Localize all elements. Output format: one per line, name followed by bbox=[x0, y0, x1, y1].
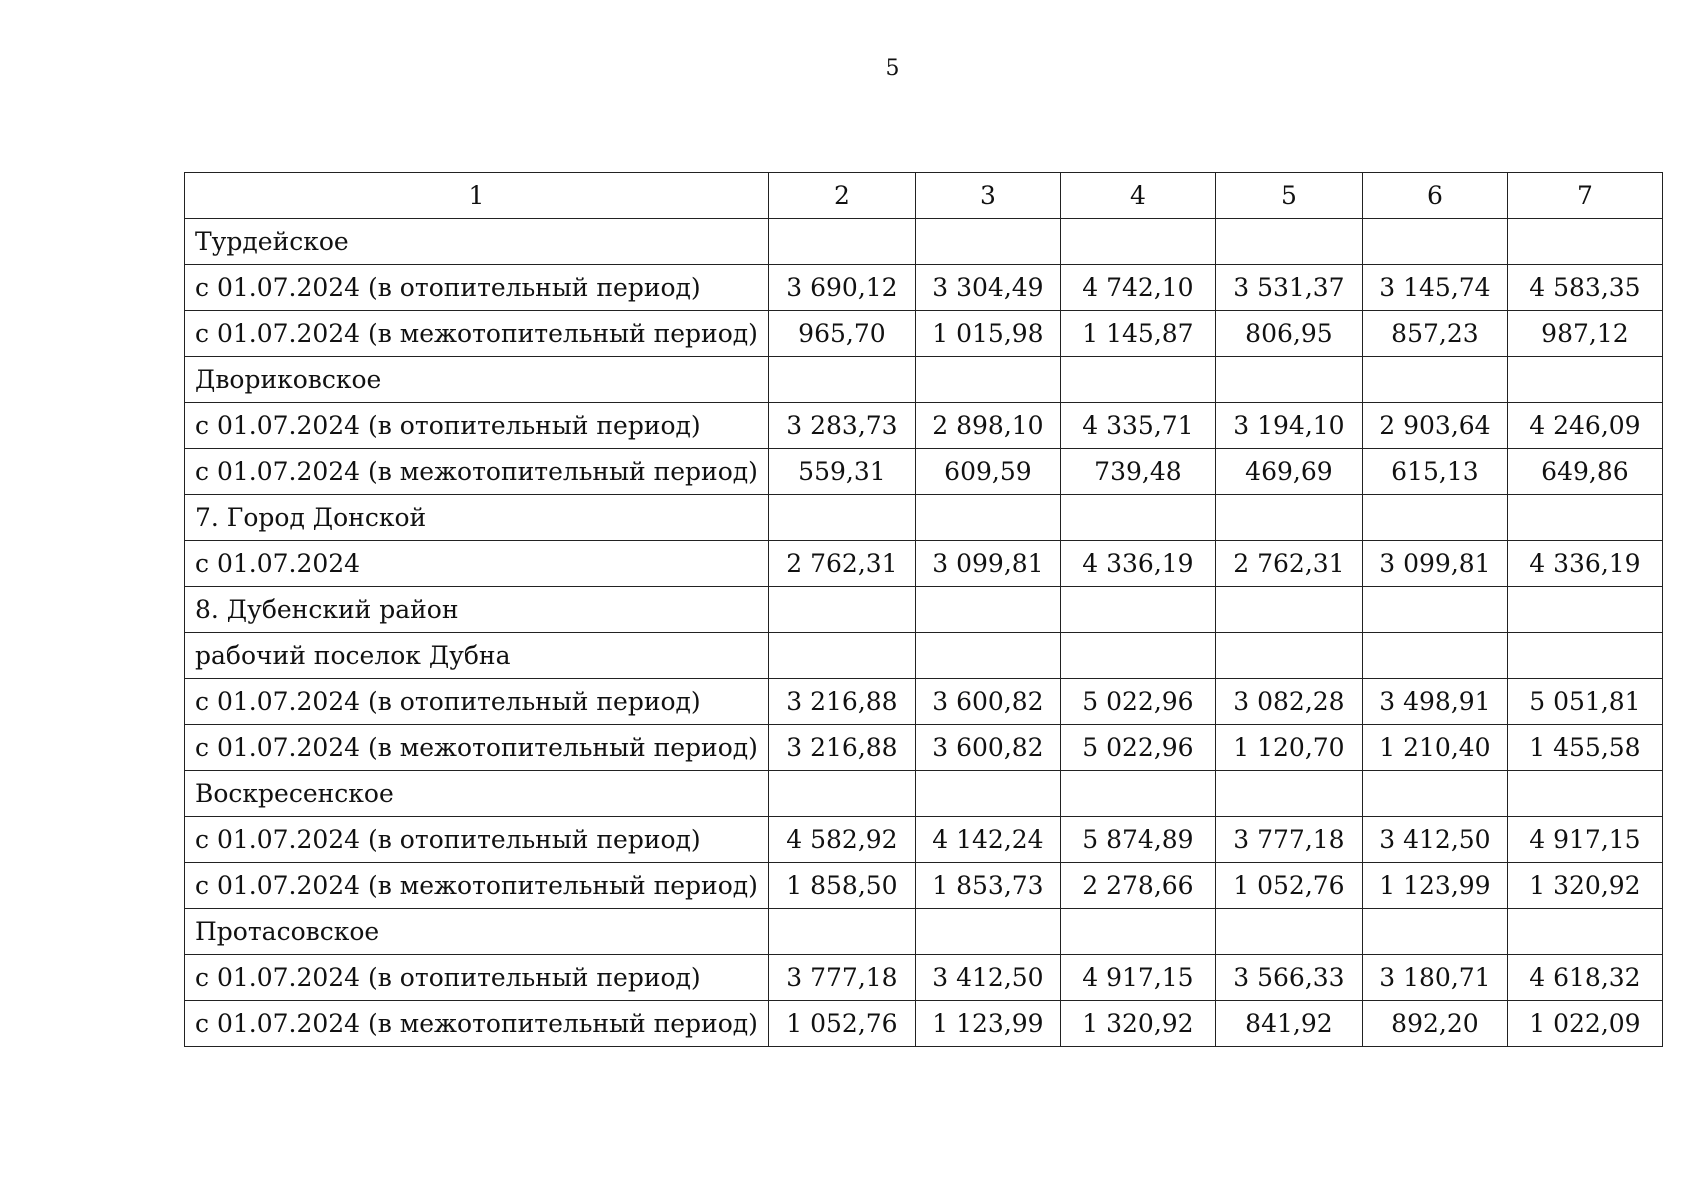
table-cell: 2 898,10 bbox=[915, 403, 1060, 449]
row-label: с 01.07.2024 (в отопительный период) bbox=[185, 679, 769, 725]
table-cell bbox=[1362, 357, 1507, 403]
table-cell bbox=[1507, 587, 1662, 633]
table-cell bbox=[1060, 909, 1215, 955]
table-row bbox=[185, 633, 1663, 679]
table-cell bbox=[1507, 357, 1662, 403]
table-cell: 3 099,81 bbox=[915, 541, 1060, 587]
table-cell: 1 455,58 bbox=[1507, 725, 1662, 771]
table-cell: 3 600,82 bbox=[915, 725, 1060, 771]
row-label: Турдейское bbox=[185, 219, 769, 265]
column-header: 1 bbox=[185, 173, 769, 219]
row-label: с 01.07.2024 (в отопительный период) bbox=[185, 403, 769, 449]
table-cell: 4 335,71 bbox=[1060, 403, 1215, 449]
column-header: 5 bbox=[1215, 173, 1362, 219]
tariff-table bbox=[184, 172, 1663, 1047]
table-cell: 1 022,09 bbox=[1507, 1001, 1662, 1047]
table-cell bbox=[768, 495, 915, 541]
table-cell: 649,86 bbox=[1507, 449, 1662, 495]
table-cell bbox=[1215, 357, 1362, 403]
table-cell bbox=[915, 909, 1060, 955]
table-cell bbox=[1507, 771, 1662, 817]
row-label: с 01.07.2024 (в межотопительный период) bbox=[185, 863, 769, 909]
table-cell bbox=[915, 587, 1060, 633]
row-label: с 01.07.2024 (в межотопительный период) bbox=[185, 449, 769, 495]
column-header: 7 bbox=[1507, 173, 1662, 219]
table-cell: 1 320,92 bbox=[1060, 1001, 1215, 1047]
table-row bbox=[185, 1001, 1663, 1047]
table-cell bbox=[915, 771, 1060, 817]
table-cell bbox=[1362, 909, 1507, 955]
table-cell: 3 304,49 bbox=[915, 265, 1060, 311]
table-cell: 3 145,74 bbox=[1362, 265, 1507, 311]
table-row bbox=[185, 219, 1663, 265]
table-cell bbox=[768, 219, 915, 265]
table-cell bbox=[1060, 771, 1215, 817]
table-row bbox=[185, 357, 1663, 403]
table-cell: 469,69 bbox=[1215, 449, 1362, 495]
table-cell bbox=[768, 587, 915, 633]
table-cell: 1 853,73 bbox=[915, 863, 1060, 909]
table-cell bbox=[1362, 587, 1507, 633]
table-cell: 1 052,76 bbox=[1215, 863, 1362, 909]
table-cell bbox=[1060, 495, 1215, 541]
table-body bbox=[185, 173, 1663, 1047]
row-label: Протасовское bbox=[185, 909, 769, 955]
table-cell: 1 120,70 bbox=[1215, 725, 1362, 771]
row-label: с 01.07.2024 (в межотопительный период) bbox=[185, 1001, 769, 1047]
table-cell: 3 600,82 bbox=[915, 679, 1060, 725]
table-cell bbox=[1507, 909, 1662, 955]
table-cell: 4 336,19 bbox=[1507, 541, 1662, 587]
table-cell bbox=[1060, 219, 1215, 265]
table-cell: 4 142,24 bbox=[915, 817, 1060, 863]
table-cell bbox=[1060, 357, 1215, 403]
table-cell bbox=[915, 219, 1060, 265]
table-cell: 4 742,10 bbox=[1060, 265, 1215, 311]
table-row bbox=[185, 725, 1663, 771]
table-cell bbox=[1362, 219, 1507, 265]
table-cell bbox=[915, 495, 1060, 541]
table-cell: 5 051,81 bbox=[1507, 679, 1662, 725]
row-label: с 01.07.2024 (в межотопительный период) bbox=[185, 311, 769, 357]
table-cell: 2 903,64 bbox=[1362, 403, 1507, 449]
row-label: 7. Город Донской bbox=[185, 495, 769, 541]
table-row bbox=[185, 955, 1663, 1001]
table-cell: 2 278,66 bbox=[1060, 863, 1215, 909]
table-cell: 1 858,50 bbox=[768, 863, 915, 909]
table-cell: 5 022,96 bbox=[1060, 725, 1215, 771]
table-cell bbox=[768, 633, 915, 679]
table-cell: 4 917,15 bbox=[1507, 817, 1662, 863]
table-cell: 5 874,89 bbox=[1060, 817, 1215, 863]
table-cell: 892,20 bbox=[1362, 1001, 1507, 1047]
table-cell bbox=[768, 357, 915, 403]
table-cell: 3 412,50 bbox=[915, 955, 1060, 1001]
table-row bbox=[185, 265, 1663, 311]
table-cell: 3 566,33 bbox=[1215, 955, 1362, 1001]
table-cell: 3 498,91 bbox=[1362, 679, 1507, 725]
table-cell: 3 777,18 bbox=[1215, 817, 1362, 863]
table-cell bbox=[1362, 771, 1507, 817]
table-cell bbox=[1215, 219, 1362, 265]
row-label: рабочий поселок Дубна bbox=[185, 633, 769, 679]
table-cell bbox=[1507, 495, 1662, 541]
table-cell bbox=[1362, 633, 1507, 679]
table-cell bbox=[768, 909, 915, 955]
table-cell: 739,48 bbox=[1060, 449, 1215, 495]
row-label: с 01.07.2024 (в межотопительный период) bbox=[185, 725, 769, 771]
table-row bbox=[185, 771, 1663, 817]
table-cell bbox=[768, 771, 915, 817]
table-cell bbox=[1215, 771, 1362, 817]
table-cell bbox=[1215, 909, 1362, 955]
table-cell bbox=[1215, 633, 1362, 679]
table-row bbox=[185, 495, 1663, 541]
row-label: Воскресенское bbox=[185, 771, 769, 817]
table-cell: 1 123,99 bbox=[1362, 863, 1507, 909]
table-cell: 3 412,50 bbox=[1362, 817, 1507, 863]
table-cell: 987,12 bbox=[1507, 311, 1662, 357]
table-cell bbox=[1362, 495, 1507, 541]
table-row bbox=[185, 311, 1663, 357]
table-cell bbox=[1060, 633, 1215, 679]
table-row bbox=[185, 403, 1663, 449]
table-cell: 3 082,28 bbox=[1215, 679, 1362, 725]
table-cell: 965,70 bbox=[768, 311, 915, 357]
table-cell: 3 777,18 bbox=[768, 955, 915, 1001]
table-cell bbox=[1215, 587, 1362, 633]
table-row bbox=[185, 587, 1663, 633]
row-label: Двориковское bbox=[185, 357, 769, 403]
row-label: с 01.07.2024 bbox=[185, 541, 769, 587]
table-row bbox=[185, 541, 1663, 587]
row-label: с 01.07.2024 (в отопительный период) bbox=[185, 817, 769, 863]
table-cell: 3 216,88 bbox=[768, 725, 915, 771]
table-cell bbox=[915, 357, 1060, 403]
table-cell bbox=[1215, 495, 1362, 541]
table-cell: 3 531,37 bbox=[1215, 265, 1362, 311]
column-header: 4 bbox=[1060, 173, 1215, 219]
row-label: 8. Дубенский район bbox=[185, 587, 769, 633]
table-cell: 1 145,87 bbox=[1060, 311, 1215, 357]
table-cell: 559,31 bbox=[768, 449, 915, 495]
table-cell: 806,95 bbox=[1215, 311, 1362, 357]
table-row bbox=[185, 817, 1663, 863]
table-cell bbox=[1507, 219, 1662, 265]
table-cell: 1 015,98 bbox=[915, 311, 1060, 357]
table-cell: 2 762,31 bbox=[1215, 541, 1362, 587]
column-header: 6 bbox=[1362, 173, 1507, 219]
table-header-row bbox=[185, 173, 1663, 219]
table-cell: 841,92 bbox=[1215, 1001, 1362, 1047]
table-cell: 5 022,96 bbox=[1060, 679, 1215, 725]
table-row bbox=[185, 909, 1663, 955]
row-label: с 01.07.2024 (в отопительный период) bbox=[185, 955, 769, 1001]
table-cell: 609,59 bbox=[915, 449, 1060, 495]
table-cell: 3 216,88 bbox=[768, 679, 915, 725]
table-cell: 4 582,92 bbox=[768, 817, 915, 863]
table-row bbox=[185, 679, 1663, 725]
table-cell: 2 762,31 bbox=[768, 541, 915, 587]
table-cell bbox=[1060, 587, 1215, 633]
table-cell: 857,23 bbox=[1362, 311, 1507, 357]
table-cell: 3 099,81 bbox=[1362, 541, 1507, 587]
table-cell: 3 283,73 bbox=[768, 403, 915, 449]
table-cell bbox=[915, 633, 1060, 679]
table-cell: 4 583,35 bbox=[1507, 265, 1662, 311]
table-cell: 1 123,99 bbox=[915, 1001, 1060, 1047]
table-cell: 4 917,15 bbox=[1060, 955, 1215, 1001]
table-cell: 615,13 bbox=[1362, 449, 1507, 495]
table-cell: 3 690,12 bbox=[768, 265, 915, 311]
table-cell: 1 320,92 bbox=[1507, 863, 1662, 909]
table-cell: 4 618,32 bbox=[1507, 955, 1662, 1001]
table-row bbox=[185, 863, 1663, 909]
table-cell: 4 246,09 bbox=[1507, 403, 1662, 449]
table-cell: 4 336,19 bbox=[1060, 541, 1215, 587]
table-cell bbox=[1507, 633, 1662, 679]
table-cell: 1 052,76 bbox=[768, 1001, 915, 1047]
column-header: 2 bbox=[768, 173, 915, 219]
table-cell: 1 210,40 bbox=[1362, 725, 1507, 771]
column-header: 3 bbox=[915, 173, 1060, 219]
table-cell: 3 180,71 bbox=[1362, 955, 1507, 1001]
table-row bbox=[185, 449, 1663, 495]
page-number: 5 bbox=[885, 56, 900, 81]
table-cell: 3 194,10 bbox=[1215, 403, 1362, 449]
row-label: с 01.07.2024 (в отопительный период) bbox=[185, 265, 769, 311]
